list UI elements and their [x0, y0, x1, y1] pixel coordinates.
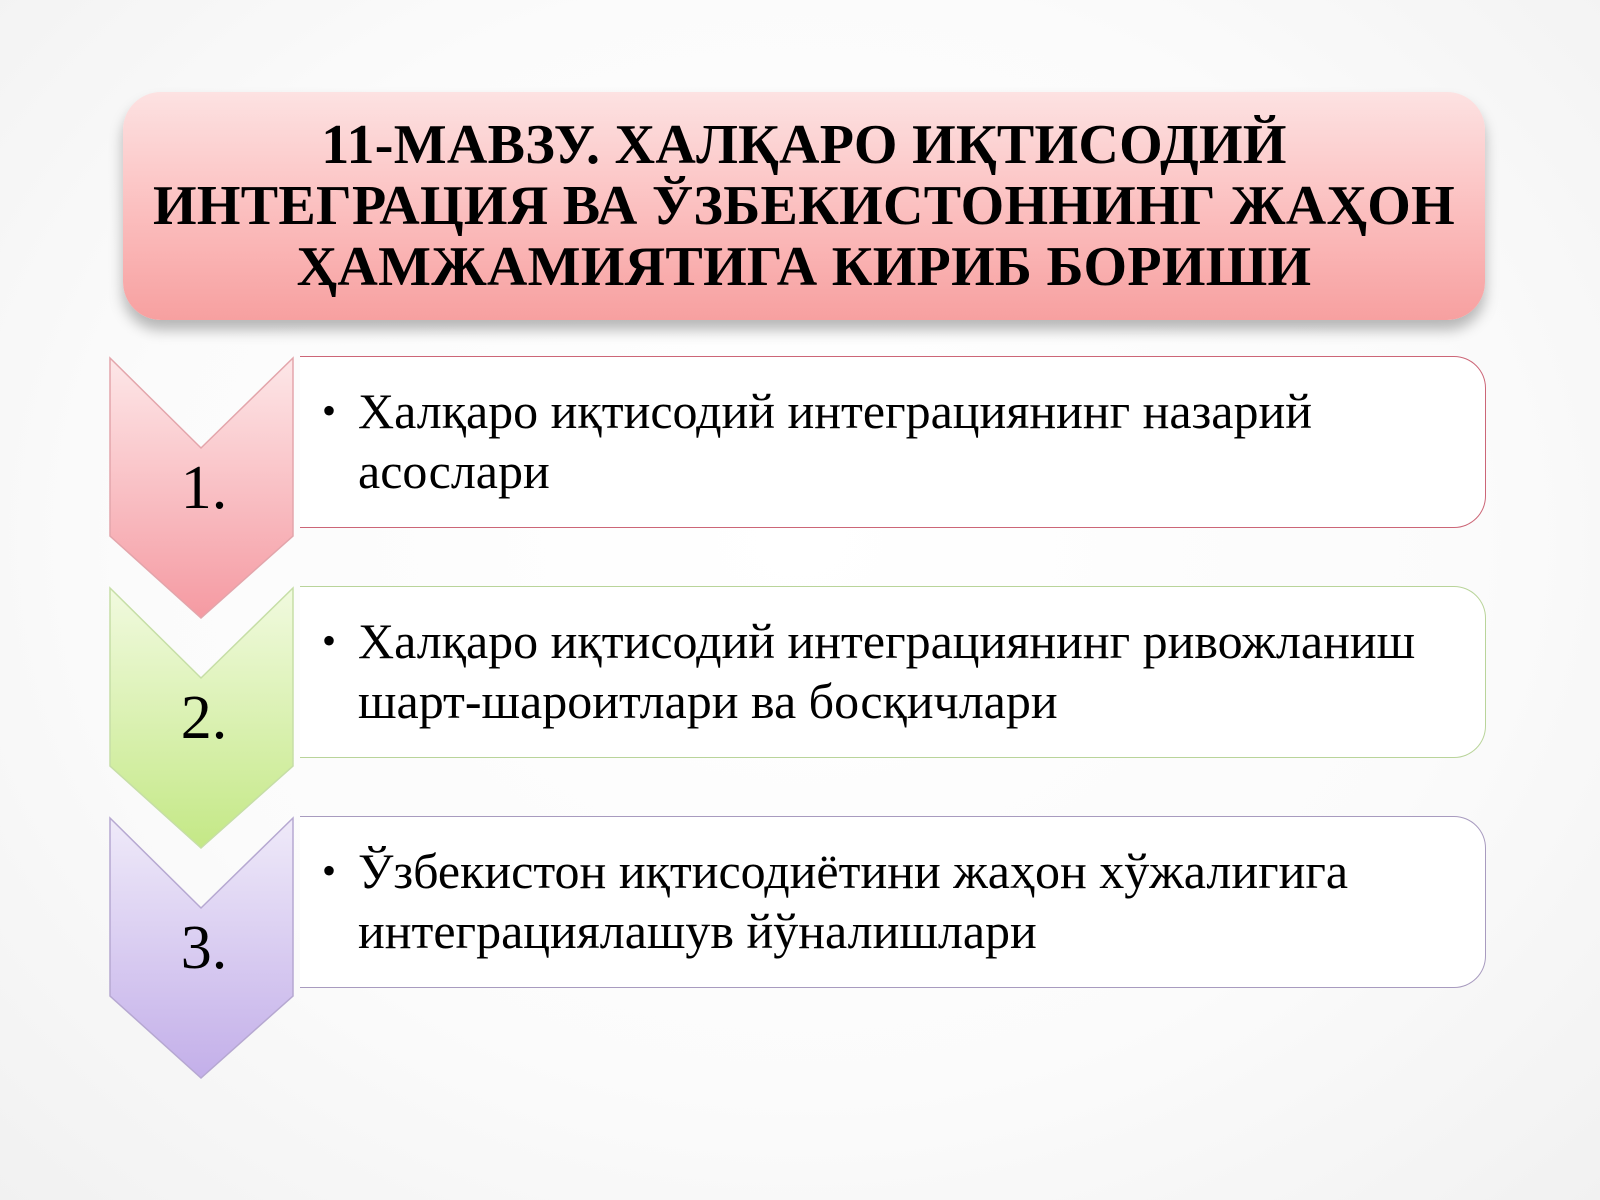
item-card [300, 356, 1486, 528]
item-text: Халқаро иқтисодий интеграциянинг назарий асослари [358, 383, 1313, 499]
list-item-3 [108, 816, 1488, 1086]
bullet-icon: • [322, 388, 337, 433]
title-banner [123, 92, 1485, 320]
item-card [300, 816, 1486, 988]
item-number: 1. [180, 454, 228, 522]
slide-title: 11-МАВЗУ. ХАЛҚАРО ИҚТИСОДИЙ ИНТЕГРАЦИЯ ВА ЎЗБЕКИСТОННИНГ ЖАҲОН ҲАМЖАМИЯТИГА КИРИБ БОРИШИ [153, 113, 1456, 298]
bullet-icon: • [322, 848, 337, 893]
item-number: 2. [180, 684, 228, 752]
bullet-icon: • [322, 618, 337, 663]
item-card [300, 586, 1486, 758]
item-text: Халқаро иқтисодий интеграциянинг ривожланиш шарт-шароитлари ва босқичлари [358, 613, 1416, 729]
item-text: Ўзбекистон иқтисодиётини жаҳон хўжалигига интеграциялашув йўналишлари [358, 843, 1349, 959]
item-number: 3. [180, 914, 228, 982]
